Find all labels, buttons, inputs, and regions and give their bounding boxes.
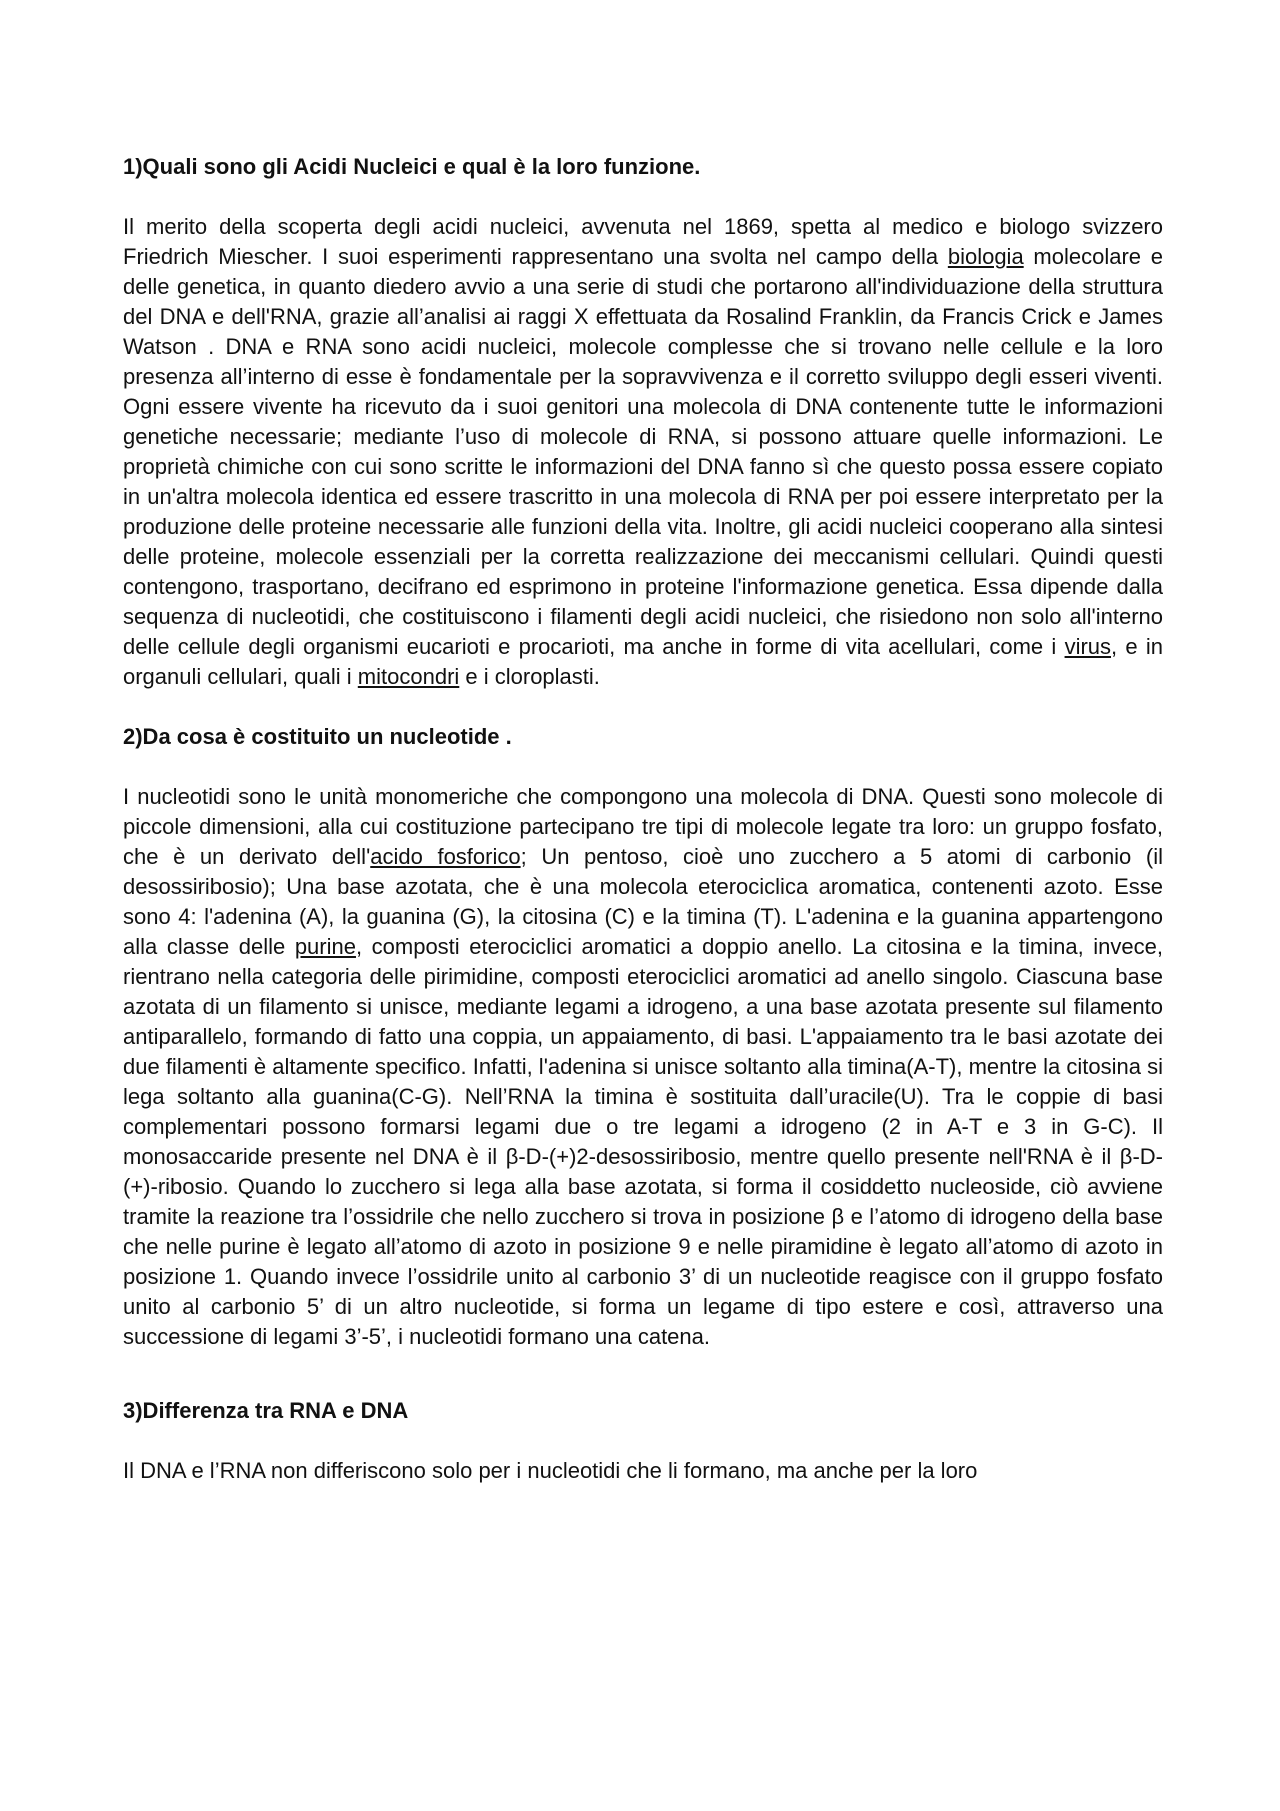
acido-fosforico-link[interactable]: acido fosforico (370, 844, 521, 869)
section2-heading: 2)Da cosa è costituito un nucleotide . (123, 724, 512, 749)
section2-text-a: I nucleotidi sono le unità monomeriche che compongono una molecola di DNA. Questi sono molecole di piccole dimensioni, alla cui costituzione partecipano tre tipi di molecole legate tra loro: un gruppo fosfato, che è un derivato dell' (123, 784, 1163, 869)
section2-text-c: , composti eterociclici aromatici a doppio anello. La citosina e la timina, invece, rientrano nella categoria delle pirimidine, composti eterociclici aromatici ad anello singolo. Ciascuna base azotata di un filamento si unisce, mediante legami a idrogeno, a una base azotata presente sul filamento antiparallelo, formando di fatto una coppia, un appaiamento, di basi. L'appaiamento tra le basi azotate dei due filamenti è altamente specifico. Infatti, l'adenina si unisce soltanto alla timina(A-T), mentre la citosina si lega soltanto alla guanina(C-G). Nell’RNA la timina è sostituita dall’uracile(U). Tra le coppie di basi complementari possono formarsi legami due o tre legami a idrogeno (2 in A-T e 3 in G-C). Il monosaccaride presente nel DNA è il β-D-(+)2-desossiribosio, mentre quello presente nell'RNA è il β-D-(+)-ribosio. Quando lo zucchero si lega alla base azotata, si forma il cosiddetto nucleoside, ciò avviene tramite la reazione tra l’ossidrile che nello zucchero si trova in posizione β e l’atomo di idrogeno della base che nelle purine è legato all’atomo di azoto in posizione 9 e nelle piramidine è legato all’atomo di azoto in posizione 1. Quando invece l’ossidrile unito al carbonio 3’ di un nucleotide reagisce con il gruppo fosfato unito al carbonio 5’ di un altro nucleotide, si forma un legame di tipo estere e così, attraverso una successione di legami 3’-5’, i nucleotidi formano una catena. (123, 934, 1163, 1349)
section1-text-c: , e in organuli cellulari, quali i (123, 634, 1163, 689)
purine-link[interactable]: purine (294, 934, 356, 959)
section1-text-a: Il merito della scoperta degli acidi nucleici, avvenuta nel 1869, spetta al medico e biologo svizzero Friedrich Miescher. I suoi esperimenti rappresentano una svolta nel campo della (123, 214, 1163, 269)
document-page (123, 152, 1163, 1486)
virus-link[interactable]: virus (1064, 634, 1112, 659)
biologia-link[interactable]: biologia (947, 244, 1024, 269)
section1-text-b: molecolare e delle genetica, in quanto diedero avvio a una serie di studi che portarono all'individuazione della struttura del DNA e dell'RNA, grazie all’analisi ai raggi X effettuata da Rosalind Franklin, da Francis Crick e James Watson . DNA e RNA sono acidi nucleici, molecole complesse che si trovano nelle cellule e la loro presenza all’interno di esse è fondamentale per la sopravvivenza e il corretto sviluppo degli esseri viventi. Ogni essere vivente ha ricevuto da i suoi genitori una molecola di DNA contenente tutte le informazioni genetiche necessarie; mediante l’uso di molecole di RNA, si possono attuare quelle informazioni. Le proprietà chimiche con cui sono scritte le informazioni del DNA fanno sì che questo possa essere copiato in un'altra molecola identica ed essere trascritto in una molecola di RNA per poi essere interpretato per la produzione delle proteine necessarie alle funzioni della vita. Inoltre, gli acidi nucleici cooperano alla sintesi delle proteine, molecole essenziali per la corretta realizzazione dei meccanismi cellulari. Quindi questi contengono, trasportano, decifrano ed esprimono in proteine l'informazione genetica. Essa dipende dalla sequenza di nucleotidi, che costituiscono i filamenti degli acidi nucleici, che risiedono non solo all'interno delle cellule degli organismi eucarioti e procarioti, ma anche in forme di vita acellulari, come i (123, 244, 1163, 659)
section1-heading: 1)Quali sono gli Acidi Nucleici e qual è la loro funzione. (123, 154, 701, 179)
section2-text-b: ; Un pentoso, cioè uno zucchero a 5 atomi di carbonio (il desossiribosio); Una base azotata, che è una molecola eterociclica aromatica, contenenti azoto. Esse sono 4: l'adenina (A), la guanina (G), la citosina (C) e la timina (T). L'adenina e la guanina appartengono alla classe delle (123, 844, 1163, 959)
mitocondri-link[interactable]: mitocondri (357, 664, 460, 689)
section1-text-d: e i cloroplasti. (459, 664, 600, 689)
section1-paragraph (123, 212, 1163, 692)
section3-heading: 3)Differenza tra RNA e DNA (123, 1398, 409, 1423)
section3-paragraph: Il DNA e l’RNA non differiscono solo per i nucleotidi che li formano, ma anche per la loro (123, 1458, 978, 1483)
section2-paragraph (123, 782, 1163, 1352)
